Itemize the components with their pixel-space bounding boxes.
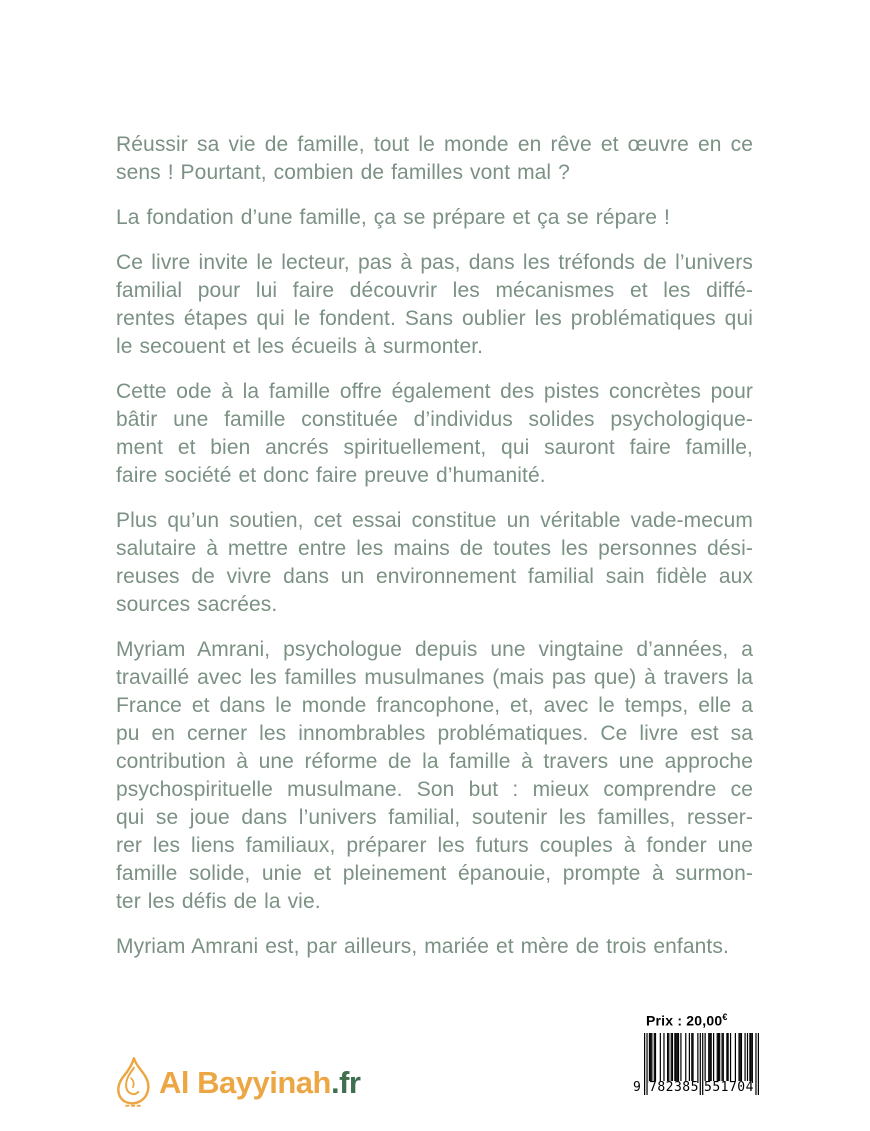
text-line: sources sacrées. [116,593,278,616]
price-label: Prix : 20,00€ [646,1012,728,1029]
text-line: Plus qu’un soutien, cet essai constitue un véritable vade-mecum [116,509,753,532]
text-line: psychospirituelle musulmane. Son but : mieux comprendre ce [116,778,753,801]
text-line: Myriam Amrani est, par ailleurs, mariée et mère de trois enfants. [116,935,729,958]
text-line: contribution à une réforme de la famille à travers une approche [116,750,753,773]
barcode-right-digits: 551704 [704,1079,754,1095]
barcode-leading-digit: 9 [633,1079,641,1095]
text-line: qui se joue dans l’univers familial, soutenir les familles, resser- [116,806,753,829]
text-line: famille solide, unie et pleinement épanouie, prompte à surmon- [116,862,753,885]
text-line: salutaire à mettre entre les mains de toutes les personnes dési- [116,537,753,560]
text-line: pu en cerner les innombrables problématiques. Ce livre est sa [116,722,753,745]
paragraph [116,249,753,361]
barcode-digits [633,1079,764,1096]
text-line: reuses de vivre dans un environnement familial sain fidèle aux [116,565,753,588]
text-line: Réussir sa vie de famille, tout le monde en rêve et œuvre en ce [116,133,753,156]
synopsis [116,131,753,978]
logo-domain-suffix: .fr [330,1064,361,1100]
text-line: bâtir une famille constituée d’individus solides psychologique- [116,408,753,431]
barcode-left-digits: 782385 [649,1079,699,1095]
text-line: le secouent et les écueils à surmonter. [116,335,484,358]
paragraph [116,636,753,916]
paragraph [116,131,753,187]
text-line: familial pour lui faire découvrir les mécanismes et les diffé- [116,279,753,302]
euro-symbol: € [722,1012,728,1022]
text-line: travaillé avec les familles musulmanes (mais pas que) à travers la [116,666,753,689]
paragraph [116,507,753,619]
text-line: faire société et donc faire preuve d’humanité. [116,464,546,487]
publisher-logo [114,1056,360,1108]
paragraph [116,933,753,961]
logo-brand-text: Al Bayyinah [159,1064,331,1100]
text-line: sens ! Pourtant, combien de familles vont mal ? [116,161,570,184]
flame-drop-icon [114,1057,152,1107]
text-line: rer les liens familiaux, préparer les futurs couples à fonder une [116,834,753,857]
text-line: ter les défis de la vie. [116,890,321,913]
paragraph [116,378,753,490]
text-line: La fondation d’une famille, ça se prépare et ça se répare ! [116,206,670,229]
logo-wordmark [159,1064,361,1100]
text-line: Cette ode à la famille offre également des pistes concrètes pour [116,380,753,403]
text-line: France et dans le monde francophone, et, avec le temps, elle a [116,694,753,717]
barcode-block [633,1012,764,1096]
text-line: Myriam Amrani, psychologue depuis une vingtaine d’années, a [116,638,753,661]
paragraph [116,204,753,232]
text-line: rentes étapes qui le fondent. Sans oublier les problématiques qui [116,307,753,330]
text-line: Ce livre invite le lecteur, pas à pas, dans les tréfonds de l’univers [116,251,753,274]
text-line: ment et bien ancrés spirituellement, qui sauront faire famille, [116,436,753,459]
